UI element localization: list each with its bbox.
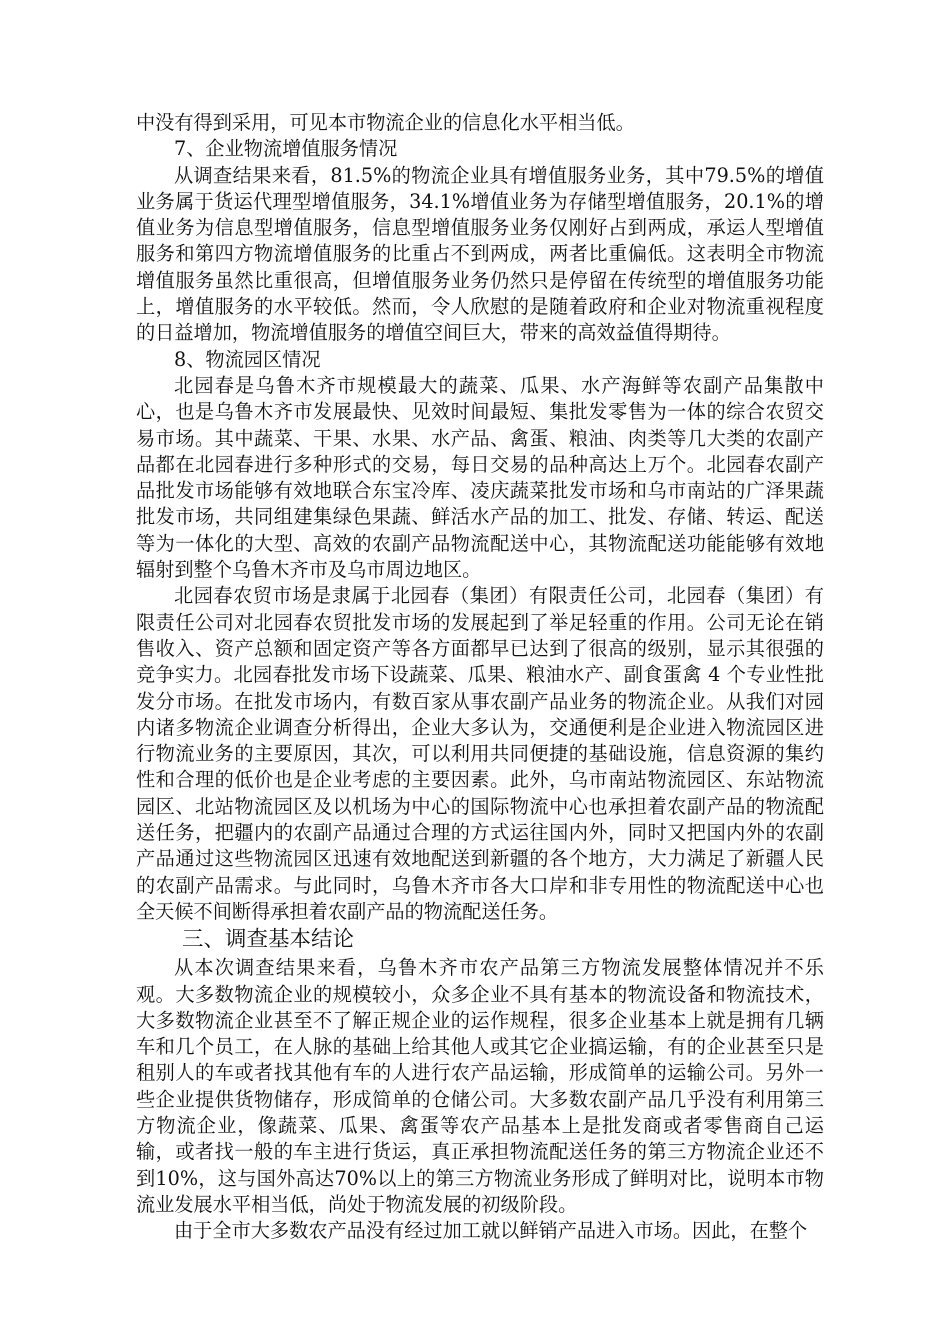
subheading-logistics-park: 8、物流园区情况: [174, 347, 321, 371]
subheading-value-added-services: 7、企业物流增值服务情况: [174, 137, 398, 161]
paragraph-final: 由于全市大多数农产品没有经过加工就以鲜销产品进入市场。因此，在整个: [174, 1219, 808, 1243]
paragraph-beiyuanchun-market: 北园春农贸市场是隶属于北园春（集团）有限责任公司，北园春（集团）有限责任公司对北园春农贸批发市场的发展起到了举足轻重的作用。公司无论在销售收入、资产总额和固定资产等各方面都早已达到了很高的级别，显示其很强的竞争实力。北园春批发市场下设蔬菜、瓜果、粮油水产、副食蛋禽 4 个专业性批发分市场。在批发市场内，有数百家从事农副产品业务的物流企业。从我们对园内诸多物流企业调查分析得出，企业大多认为，交通便利是企业进入物流园区进行物流业务的主要原因，其次，可以利用共同便捷的基础设施，信息资源的集约性和合理的低价也是企业考虑的主要因素。此外，乌市南站物流园区、东站物流园区、北站物流园区及以机场为中心的国际物流中心也承担着农副产品的物流配送任务，把疆内的农副产品通过合理的方式运往国内外，同时又把国内外的农副产品通过这些物流园区迅速有效地配送到新疆的各个地方，大力满足了新疆人民的农副产品需求。与此同时，乌鲁木齐市各大口岸和非专用性的物流配送中心也全天候不间断得承担着农副产品的物流配送任务。: [136, 584, 824, 923]
paragraph-value-added-services: 从调查结果来看，81.5%的物流企业具有增值服务业务，其中79.5%的增值业务属于货运代理型增值服务，34.1%增值业务为存储型增值服务，20.1%的增值业务为信息型增值服务，信息型增值服务业务仅刚好占到两成，承运人型增值服务和第四方物流增值服务的比重占不到两成，两者比重偏低。这表明全市物流增值服务虽然比重很高，但增值服务业务仍然只是停留在传统型的增值服务功能上，增值服务的水平较低。然而，令人欣慰的是随着政府和企业对物流重视程度的日益增加，物流增值服务的增值空间巨大，带来的高效益值得期待。: [136, 163, 824, 345]
document-page: [136, 110, 824, 1244]
paragraph-beiyuanchun-overview: 北园春是乌鲁木齐市规模最大的蔬菜、瓜果、水产海鲜等农副产品集散中心，也是乌鲁木齐市发展最快、见效时间最短、集批发零售为一体的综合农贸交易市场。其中蔬菜、干果、水果、水产品、禽蛋、粮油、肉类等几大类的农副产品都在北园春进行多种形式的交易，每日交易的品种高达上万个。北园春农副产品批发市场能够有效地联合东宝冷库、凌庆蔬菜批发市场和乌市南站的广泽果蔬批发市场，共同组建集绿色果蔬、鲜活水产品的加工、批发、存储、转运、配送等为一体化的大型、高效的农副产品物流配送中心，其物流配送功能能够有效地辐射到整个乌鲁木齐市及乌市周边地区。: [136, 373, 824, 582]
section-heading-conclusions: 三、调查基本结论: [182, 927, 355, 953]
paragraph-conclusions: 从本次调查结果来看，乌鲁木齐市农产品第三方物流发展整体情况并不乐观。大多数物流企业的规模较小，众多企业不具有基本的物流设备和物流技术，大多数物流企业甚至不了解正规企业的运作规程，很多企业基本上就是拥有几辆车和几个员工，在人脉的基础上给其他人或其它企业搞运输，有的企业甚至只是租别人的车或者找其他有车的人进行农产品运输，形成简单的运输公司。另外一些企业提供货物储存，形成简单的仓储公司。大多数农副产品几乎没有利用第三方物流企业，像蔬菜、瓜果、禽蛋等农产品基本上是批发商或者零售商自己运输，或者找一般的车主进行货运，真正承担物流配送任务的第三方物流企业还不到10%，这与国外高达70%以上的第三方物流业务形成了鲜明对比，说明本市物流业发展水平相当低，尚处于物流发展的初级阶段。: [136, 956, 824, 1216]
paragraph-continued: 中没有得到采用，可见本市物流企业的信息化水平相当低。: [136, 111, 635, 134]
